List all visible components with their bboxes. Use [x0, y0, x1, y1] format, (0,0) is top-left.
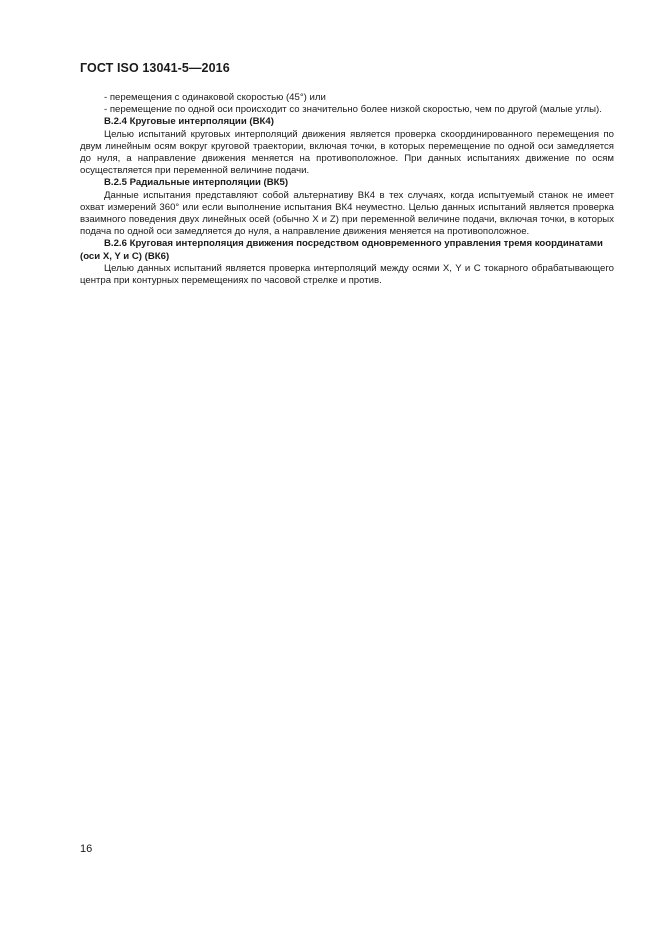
document-header: ГОСТ ISO 13041-5—2016	[80, 61, 230, 75]
page-number: 16	[80, 843, 93, 855]
list-item: - перемещение по одной оси происходит со значительно более низкой скоростью, чем по другой (малые углы).	[104, 104, 602, 116]
section-body-b25: Данные испытания представляют собой альтернативу ВК4 в тех случаях, когда испытуемый станок не имеет охват измерений 360° или если выполнение испытания ВК4 неуместно. Целью данных испытаний является проверка взаимного поведения двух линейных осей (обычно X и Z) при переменной величине подачи, включая точки, в которых подача по одной оси замедляется до нуля, а направление движения меняется на противоположное.	[80, 189, 614, 238]
section-body-b24: Целью испытаний круговых интерполяций движения является проверка скоординированного перемещения по двум линейным осям вокруг круговой траектории, включая точки, в которых перемещение по одной оси замедляется до нуля, а направление движения меняется на противоположное. При данных испытаниях движение по осям осуществляется при переменной величине подачи.	[80, 128, 614, 177]
list-item: - перемещения с одинаковой скоростью (45°) или	[104, 92, 326, 103]
section-body-b26: Целью данных испытаний является проверка интерполяций между осями X, Y и C токарного обрабатывающего центра при контурных перемещениях по часовой стрелке и против.	[80, 262, 614, 287]
section-heading-b26: В.2.6 Круговая интерполяция движения посредством одновременного управления тремя координатами (оси X, Y и C) (ВК6)	[80, 238, 603, 262]
document-body	[80, 92, 614, 287]
section-heading-b24: В.2.4 Круговые интерполяции (ВК4)	[104, 116, 274, 128]
section-heading-b25: В.2.5 Радиальные интерполяции (ВК5)	[104, 177, 289, 189]
